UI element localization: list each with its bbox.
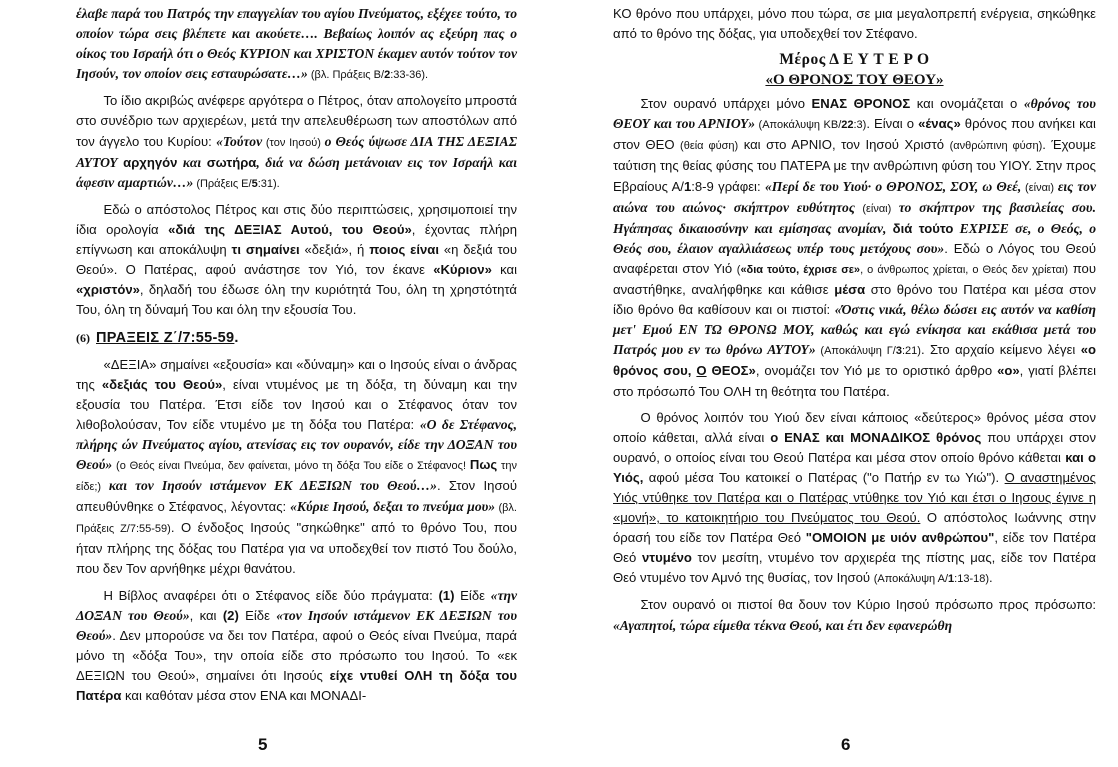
- text-run: «Κύριον»: [433, 262, 492, 278]
- text-run: .: [989, 570, 993, 586]
- text-run: (ο Θεός είναι Πνεύμα, δεν φαίνεται, μόνο τη δόξα Του είδε ο Στέφανος!: [112, 459, 470, 472]
- text-run: , είναι ντυμένος με τη δόξα, τη δύναμη και την εξουσία του Πατέρα. Έτσι είδε τον Ιησού και ο Στέφανος όταν τον λιθοβολούσαν, Τον είδε ντυμένο με τη δόξα του Πατέρα:: [76, 376, 517, 432]
- paragraph: [613, 595, 1096, 635]
- text-run: «δεξιάς του Θεού»: [101, 376, 223, 392]
- text-run: (1): [438, 587, 455, 603]
- text-run: (: [736, 263, 741, 276]
- text-run: και καθόταν μέσα στον ΕΝΑ και ΜΟΝΑΔΙ-: [121, 688, 367, 703]
- text-run: «Ο δε Στέφανος, πλήρης ών Πνεύματος αγίου, ατενίσας εις τον ουρανόν, είδε την ΔΟΞΑΝ του Θεού»: [76, 416, 517, 472]
- text-run: . Δεν μπορούσε να δει τον Πατέρα, αφού ο Θεός είναι Πνεύμα, παρά μόνο τη «δόξα Του», την οποία είδε στο πρόσωπο του Ιησού. Το «εκ ΔΕΞΙΩΝ του Θεού», σημαίνει ότι Ιησούς: [76, 627, 517, 683]
- paragraph: [76, 200, 517, 321]
- text-run: διά τούτο: [892, 220, 954, 236]
- text-run: , δηλαδή του έδωσε όλη την κυριότητά Του, όλη τη χρηστότητά Του, όλη τη δύναμή Του και όλη την εξουσία Του.: [76, 282, 517, 318]
- text-run: «ένας»: [918, 116, 961, 132]
- text-run: Στον ουρανό οι πιστοί θα δουν τον Κύριο Ιησού πρόσωπο προς πρόσωπο:: [640, 597, 1096, 613]
- text-run: ΕΝΑΣ ΘΡΟΝΟΣ: [811, 96, 911, 112]
- text-run: (είναι): [1021, 181, 1058, 194]
- section-title-period: .: [234, 330, 239, 347]
- text-run: , γιατί βλέπει στο πρόσωπό Του ΟΛΗ τη θεότητα του Πατέρα.: [613, 363, 1097, 399]
- text-run: που αναστήθηκε, αναλήφθηκε και κάθισε: [613, 260, 1096, 298]
- text-run: αφού μέσα Του κατοικεί ο Πατέρας ("ο Πατήρ εν τω Υιώ").: [643, 469, 1005, 485]
- text-run: 22: [841, 119, 854, 132]
- text-run: και: [491, 262, 517, 278]
- text-run: , ο άνθρωπος χρίεται, ο Θεός δεν χρίεται): [860, 263, 1069, 276]
- text-run: ποιος είναι: [369, 242, 439, 258]
- text-run: 1: [683, 178, 692, 194]
- page-number-left: 5: [258, 734, 268, 754]
- text-run: που υπάρχει στον ουρανό, ο οποίος είναι του Θεού Πατέρα και μέσα στον οποίο θρόνο κάθεται: [613, 429, 1096, 465]
- text-run: το σκήπτρον της βασιλείας σου. Ηγάπησας δικαιοσύνην και εμίσησας ανομίαν,: [613, 199, 1096, 236]
- text-run: ΘΕΟΣ»: [706, 363, 756, 379]
- text-run: «Κύριε Ιησού, δεξαι το πνεύμα μου»: [290, 499, 496, 515]
- right-page: [559, 0, 1118, 767]
- text-run: Είδε: [454, 587, 491, 603]
- text-run: «ο θρόνος σου,: [613, 342, 1097, 379]
- text-run: . Στον Ιησού απευθύνθηκε ο Στέφανος, λέγοντας:: [76, 478, 517, 515]
- text-run: «Όστις νικά, θέλω δώσει εις αυτόν να καθίση μετ' Εμού ΕΝ ΤΩ ΘΡΟΝΩ ΜΟΥ, καθώς και εγώ ενίκησα και εκάθισα μετά του Πατρός μου εν τω θρόνω ΑΥΤΟΥ»: [613, 302, 1096, 358]
- text-run: «χριστόν»: [76, 282, 140, 298]
- text-run: Η Βίβλος αναφέρει ότι ο Στέφανος είδε δύο πράγματα:: [103, 587, 439, 603]
- text-run: θρόνος που ανήκει και στον ΘΕΟ: [613, 116, 1096, 153]
- text-run: και ο Υιός,: [613, 449, 1096, 485]
- text-run: μέσα: [834, 282, 866, 298]
- text-run: «διά της ΔΕΞΙΑΣ Αυτού, του Θεού»: [168, 221, 412, 237]
- text-run: Εδώ ο απόστολος Πέτρος και στις δύο περιπτώσεις, χρησιμοποιεί την ίδια ορολογία: [76, 201, 517, 237]
- paragraph: [613, 94, 1096, 401]
- part-subtitle: «Ο ΘΡΟΝΟΣ ΤΟΥ ΘΕΟΥ»: [765, 72, 944, 89]
- text-run: Είδε: [238, 607, 277, 623]
- text-run: , ονομάζει τον Υιό με το οριστικό άρθρο: [755, 363, 998, 379]
- text-run: , είδε τον Πατέρα Θεό: [613, 530, 1097, 566]
- text-run: :21): [901, 345, 921, 358]
- part-title: Μέρος Δ Ε Υ Τ Ε Ρ Ο: [779, 51, 930, 69]
- text-run: ντυμένο: [641, 550, 692, 566]
- text-run: και τον Ιησούν ιστάμενον ΕΚ ΔΕΞΙΩΝ του Θεού…»: [108, 478, 437, 494]
- text-run: :31).: [257, 177, 280, 190]
- text-run: (Αποκάλυψη ΚΒ/: [755, 119, 842, 132]
- text-run: σωτήρα: [206, 154, 257, 170]
- text-run: «ΔΕΞΙΑ» σημαίνει «εξουσία» και «δύναμη» και ο Ιησούς είναι ο άνδρας της: [76, 356, 517, 392]
- text-run: . Στο αρχαίο κείμενο λέγει: [920, 342, 1081, 358]
- text-run: την είδε;): [76, 459, 517, 494]
- text-run: «Τούτον: [216, 133, 263, 149]
- text-run: και στο ΑΡΝΙΟ, τον Ιησού Χριστό: [738, 137, 950, 153]
- text-run: 1: [948, 573, 955, 586]
- text-run: είχε ντυθεί ΟΛΗ τη δόξα του Πατέρα: [76, 667, 518, 703]
- left-page-body-continued: [76, 355, 517, 707]
- paragraph: [613, 4, 1096, 44]
- text-run: «η δεξιά του Θεού». Ο Πατέρας, αφού ανάστησε τον Υιό, τον έκανε: [76, 242, 517, 278]
- text-run: Ο θρόνος λοιπόν του Υιού δεν είναι κάποιος «δεύτερος» θρόνος μέσα στον οποίο κάθεται, αλλά είναι: [613, 409, 1096, 445]
- text-run: ο ΕΝΑΣ και ΜΟΝΑΔΙΚΟΣ θρόνος: [770, 429, 982, 445]
- text-run: (Πράξεις Ε/: [193, 177, 252, 190]
- section-number: (6): [76, 331, 90, 346]
- text-run: . Εδώ ο Λόγος του Θεού αναφέρεται στον Υιό: [613, 240, 1096, 276]
- text-run: (είναι): [854, 202, 899, 215]
- text-run: «θρόνος του ΘΕΟΥ και του ΑΡΝΙΟΥ»: [613, 96, 1096, 132]
- text-run: :33-36).: [390, 69, 429, 82]
- text-run: (ανθρώπινη φύση): [949, 140, 1043, 153]
- paragraph: [76, 4, 517, 85]
- text-run: «Αγαπητοί, τώρα είμεθα τέκνα Θεού, και έτι δεν εφανερώθη: [613, 617, 953, 633]
- text-run: . Είναι ο: [866, 116, 919, 132]
- text-run: . Ο ένδοξος Ιησούς "σηκώθηκε" από το θρόνο Του, που ήταν πλήρης της δόξας του Πατέρα για να υποδεχθεί τον πιστό Του δούλο, που δεν Τον αρνήθηκε μέχρι θανάτου.: [76, 520, 518, 577]
- text-run: Ο απόστολος Ιωάννης στην όρασή του είδε τον Πατέρα Θεό: [613, 510, 1096, 546]
- text-run: . Έχουμε ταύτιση της θείας φύσης του ΠΑΤΕΡΑ με την ανθρώπινη φύση του ΥΙΟΥ. Στην προς Εβραίους Α/: [613, 137, 1097, 194]
- section-title: ΠΡΑΞΕΙΣ Ζ΄/7:55-59: [96, 330, 235, 347]
- text-run: τον μεσίτη, ντυμένο τον αρχιερέα της πίστης μας, είδε τον Πατέρα Θεό ντυμένο τον Αμνό της θυσίας, τον Ιησού: [613, 550, 1096, 586]
- page-number-right: 6: [841, 734, 851, 754]
- text-run: , διά να δώση μετάνοιαν εις τον Ισραήλ και άφεσιν αμαρτιών…»: [76, 154, 518, 190]
- text-run: ΚΟ θρόνο που υπάρχει, μόνο που τώρα, σε μια μεγαλοπρεπή ενέργεια, σηκώθηκε από το θρόνο της δόξας, για υποδεχθεί τον Στέφανο.: [613, 6, 1096, 42]
- text-run: «Περί δε του Υιού· ο ΘΡΟΝΟΣ, ΣΟΥ, ω Θεέ,: [764, 178, 1022, 194]
- text-run: Ο: [696, 363, 707, 379]
- text-run: και ονομάζεται ο: [910, 96, 1024, 112]
- text-run: 5: [251, 177, 258, 190]
- text-run: «ο»: [997, 363, 1020, 379]
- right-page-body: [613, 4, 1096, 44]
- text-run: τι σημαίνει: [231, 242, 300, 258]
- text-run: 2: [384, 69, 391, 82]
- text-run: Το ίδιο ακριβώς ανέφερε αργότερα ο Πέτρος, όταν απολογείτο μπροστά στο συνέδριο των αρχιερέων, μετά την απελευθέρωση των αποστόλων από τον άγγελο του Κυρίου:: [76, 93, 517, 149]
- text-run: στο θρόνο του Πατέρα και μέσα στον ίδιο θρόνο θα καθίσουν και οι πιστοί:: [613, 282, 1096, 318]
- paragraph: [76, 586, 517, 707]
- text-run: (θεία φύση): [680, 140, 739, 153]
- text-run: "ΟΜΟΙΟΝ με υιόν ανθρώπου": [805, 530, 995, 546]
- text-run: , και: [189, 607, 223, 623]
- text-run: ο Θεός ύψωσε ΔΙΑ ΤΗΣ ΔΕΞΙΑΣ ΑΥΤΟΥ: [76, 133, 517, 170]
- paragraph: [613, 408, 1096, 590]
- text-run: έλαβε παρά του Πατρός την επαγγελίαν του αγίου Πνεύματος, εξέχεε τούτο, το οποίον τώρα σεις βλέπετε και ακούετε…. Βεβαίως λοιπόν ας εξεύρη πας ο οίκος του Ισραήλ ότι ο Θεός ΚΥΡΙΟΝ και ΧΡΙΣΤΟΝ έκαμεν αυτόν τούτον τον Ιησούν, τον οποίον σεις εσταυρώσατε…»: [76, 6, 517, 82]
- text-run: εις τον αιώνα του αιώνος· σκήπτρον ευθύτητος: [613, 178, 1097, 215]
- text-run: «την ΔΟΞΑΝ του Θεού»: [76, 587, 517, 623]
- left-page-body: [76, 4, 517, 320]
- text-run: «δια τούτο, έχρισε σε»: [740, 263, 861, 276]
- paragraph: [76, 355, 517, 580]
- section-heading-acts: [76, 328, 517, 348]
- text-run: (Αποκάλυψη Α/: [873, 573, 949, 586]
- text-run: :8-9 γράφει:: [691, 178, 765, 194]
- text-run: :3): [853, 119, 867, 132]
- right-page-body-continued: [613, 94, 1096, 635]
- text-run: , έχοντας πλήρη επίγνωση και αποκάλυψη: [76, 221, 518, 258]
- text-run: Πως: [469, 456, 498, 472]
- text-run: «δεξιά», ή: [299, 242, 370, 258]
- text-run: 3: [895, 345, 902, 358]
- text-run: ΕΧΡΙΣΕ σε, ο Θεός, ο Θεός σου, έλαιον αγαλλιάσεως υπέρ τους μετόχους σου»: [613, 220, 1097, 256]
- text-run: αρχηγόν: [123, 154, 178, 170]
- text-run: :13-18): [954, 573, 990, 586]
- text-run: (τον Ιησού): [262, 136, 325, 149]
- part-heading: [613, 50, 1096, 90]
- text-run: (βλ. Πράξεις Ζ/7:55-59): [76, 502, 517, 536]
- text-run: (2): [222, 607, 239, 623]
- text-run: και: [177, 154, 207, 170]
- paragraph: [76, 91, 517, 193]
- text-run: «τον Ιησούν ιστάμενον ΕΚ ΔΕΞΙΩΝ του Θεού»: [76, 607, 517, 643]
- text-run: Στον ουρανό υπάρχει μόνο: [640, 96, 812, 112]
- text-run: (Αποκάλυψη Γ/: [815, 345, 896, 358]
- text-run: Ο αναστημένος Υιός ντύθηκε τον Πατέρα και ο Πατέρας ντύθηκε τον Υιό και έτσι ο Ιησους έγινε η «μονή», το κατοικητήριο του Πνεύματος του Θεού.: [613, 469, 1096, 526]
- text-run: (βλ. Πράξεις Β/: [307, 69, 385, 82]
